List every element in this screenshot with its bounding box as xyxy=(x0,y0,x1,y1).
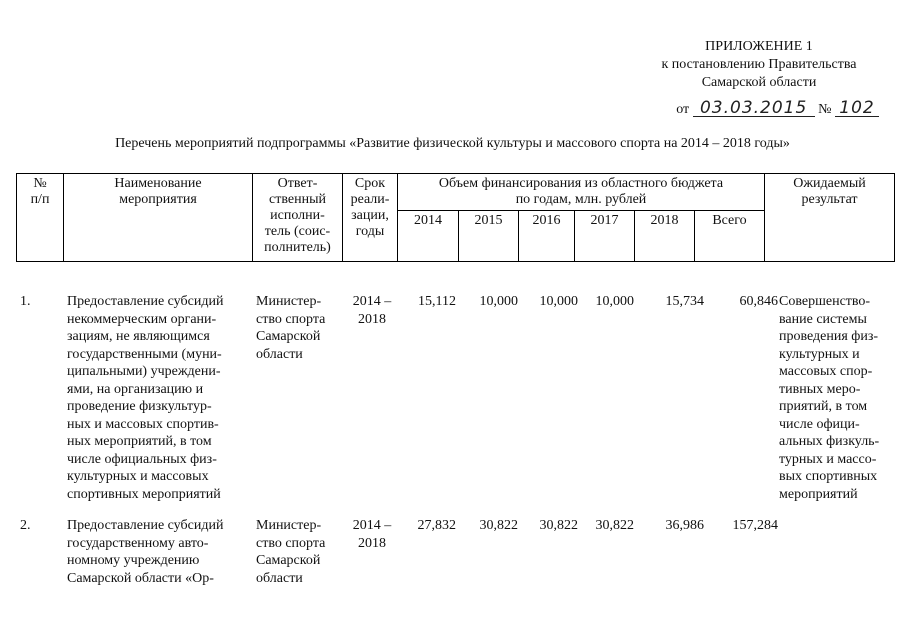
header-text: зации, xyxy=(351,208,389,223)
row-result-line: турных и массо- xyxy=(779,451,877,467)
appendix-block xyxy=(639,38,879,92)
decree-number-label: № xyxy=(818,102,832,117)
header-funding xyxy=(398,174,765,211)
header-term xyxy=(343,174,398,262)
decree-line xyxy=(619,100,879,120)
appendix-title: ПРИЛОЖЕНИЕ 1 xyxy=(705,39,813,54)
row-term-line: 2014 – xyxy=(352,294,392,309)
row-name-line: проведение физкультур- xyxy=(67,399,212,414)
row-name-line: Предоставление субсидий xyxy=(67,518,224,533)
row-executor-line: Самарской xyxy=(256,329,321,344)
row-executor-line: ство спорта xyxy=(256,311,326,327)
row-result-line: тивных меро- xyxy=(779,381,861,397)
row-name-line: культурных и массовых xyxy=(67,469,209,484)
header-year: 2016 xyxy=(519,211,575,262)
decree-number: 102 xyxy=(835,100,879,117)
row-value-2015: 30,822 xyxy=(479,518,518,533)
header-text: Наименование xyxy=(114,176,202,191)
row-term-line: 2018 xyxy=(358,535,386,551)
row-executor xyxy=(256,293,338,363)
row-executor-line: ство спорта xyxy=(256,535,326,551)
appendix-line: Самарской области xyxy=(701,75,817,90)
row-name-line: зациям, не являющимся xyxy=(67,329,210,344)
header-result xyxy=(765,174,895,262)
row-executor-line: области xyxy=(256,346,303,362)
header-text: годы xyxy=(355,224,385,239)
decree-date: 03.03.2015 xyxy=(693,100,815,117)
row-value-2018: 36,986 xyxy=(665,518,704,533)
row-result-line: мероприятий xyxy=(779,486,858,502)
header-text: тель (соис- xyxy=(264,224,331,239)
row-value-2017: 10,000 xyxy=(595,294,634,309)
header-text: Срок xyxy=(354,176,386,191)
row-executor-line: Министер- xyxy=(256,518,322,533)
row-value-2014: 15,112 xyxy=(418,294,456,309)
row-result-line: приятий, в том xyxy=(779,399,868,414)
header-executor xyxy=(253,174,343,262)
row-name-line: спортивных мероприятий xyxy=(67,486,221,502)
row-executor-line: области xyxy=(256,570,303,586)
row-name-line: номному учреждению xyxy=(67,553,200,568)
row-value-2016: 30,822 xyxy=(539,518,578,533)
row-name-line: ями, на организацию и xyxy=(67,381,204,397)
header-total: Всего xyxy=(695,211,765,262)
row-term xyxy=(346,517,398,552)
row-name-line: Самарской области «Ор- xyxy=(67,570,214,586)
row-result-line: числе офици- xyxy=(779,416,860,432)
row-value-total: 157,284 xyxy=(732,518,778,533)
row-result-line: проведения физ- xyxy=(779,329,879,344)
header-text: полнитель) xyxy=(264,240,331,255)
row-name-line: государственными (муни- xyxy=(67,346,222,362)
row-value-2018: 15,734 xyxy=(665,294,704,309)
row-result-line: Совершенство- xyxy=(779,294,871,309)
row-value-total: 60,846 xyxy=(739,294,778,309)
header-num xyxy=(17,174,64,262)
row-name xyxy=(67,293,247,503)
row-result-line: вых спортивных xyxy=(779,469,878,484)
row-number: 2. xyxy=(20,518,31,533)
page-title: Перечень мероприятий подпрограммы «Развитие физической культуры и массового спорта на 2014 – 2018 годы» xyxy=(115,136,790,151)
row-name-line: ных и массовых спортив- xyxy=(67,416,219,432)
header-text: п/п xyxy=(30,192,50,207)
header-name xyxy=(64,174,253,262)
row-executor xyxy=(256,517,338,587)
header-text: Ответ- xyxy=(277,176,318,191)
header-text: результат xyxy=(801,192,858,207)
header-year: 2018 xyxy=(635,211,695,262)
header-text: Ожидаемый xyxy=(793,176,866,191)
header-text: реали- xyxy=(350,192,390,207)
header-text: ственный xyxy=(269,192,326,207)
row-value-2016: 10,000 xyxy=(539,294,578,309)
decree-from-label: от xyxy=(676,102,690,117)
row-term-line: 2014 – xyxy=(352,518,392,533)
row-term xyxy=(346,293,398,328)
table-header xyxy=(16,173,895,262)
row-name-line: ных мероприятий, в том xyxy=(67,434,212,449)
row-value-2015: 10,000 xyxy=(479,294,518,309)
row-number: 1. xyxy=(20,294,31,309)
row-name-line: ципальными) учреждени- xyxy=(67,364,221,379)
row-value-2014: 27,832 xyxy=(417,518,456,533)
row-result-line: вание системы xyxy=(779,311,867,327)
header-text: № xyxy=(33,176,47,191)
row-name-line: числе официальных физ- xyxy=(67,451,217,467)
header-text: по годам, млн. рублей xyxy=(515,192,647,207)
row-name-line: Предоставление субсидий xyxy=(67,294,224,309)
row-executor-line: Министер- xyxy=(256,294,322,309)
appendix-line: к постановлению Правительства xyxy=(661,57,857,72)
header-year: 2015 xyxy=(459,211,519,262)
row-executor-line: Самарской xyxy=(256,553,321,568)
row-value-2017: 30,822 xyxy=(595,518,634,533)
row-name-line: некоммерческим органи- xyxy=(67,311,217,327)
row-result-line: альных физкуль- xyxy=(779,434,880,449)
row-name xyxy=(67,517,247,587)
row-result xyxy=(779,293,893,503)
header-year: 2017 xyxy=(575,211,635,262)
row-result-line: массовых спор- xyxy=(779,364,873,379)
row-result-line: культурных и xyxy=(779,346,860,362)
header-year: 2014 xyxy=(398,211,459,262)
header-text: исполни- xyxy=(270,208,325,223)
header-text: мероприятия xyxy=(119,192,197,207)
header-text: Объем финансирования из областного бюджета xyxy=(438,176,724,191)
row-name-line: государственному авто- xyxy=(67,535,209,551)
row-term-line: 2018 xyxy=(358,311,386,327)
